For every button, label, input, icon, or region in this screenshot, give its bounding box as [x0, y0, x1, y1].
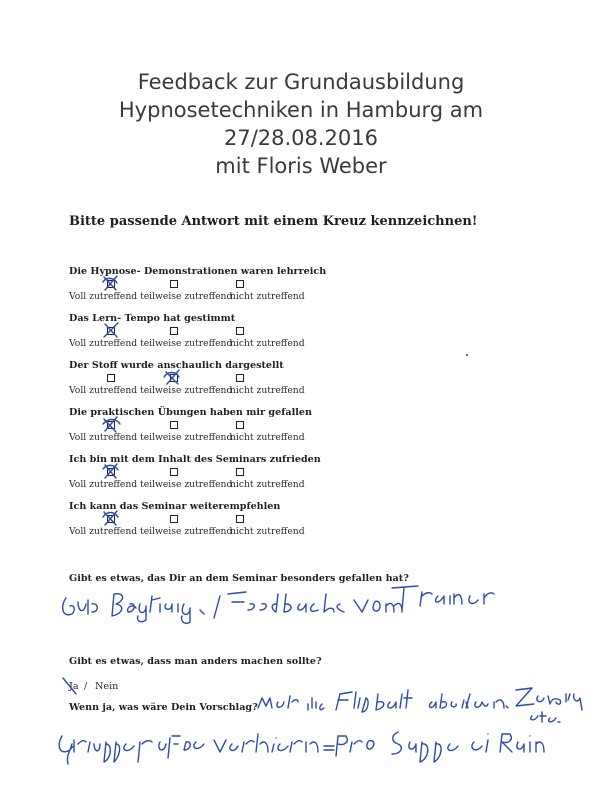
question-2-checkbox-none[interactable] — [236, 327, 244, 335]
question-6-text: Ich kann das Seminar weiterempfehlen — [69, 501, 281, 512]
question-1-option-partial: teilweise zutreffend — [140, 291, 233, 302]
handwritten-answer-liked — [63, 586, 494, 623]
question-3-option-full: Voll zutreffend — [69, 385, 138, 396]
suggestion-label: Wenn ja, was wäre Dein Vorschlag? — [69, 702, 258, 713]
question-5-text: Ich bin mit dem Inhalt des Seminars zufrieden — [69, 454, 321, 465]
no-option[interactable]: Nein — [95, 681, 119, 692]
question-2-text: Das Lern- Tempo hat gestimmt — [69, 313, 236, 324]
stray-dot — [466, 354, 468, 356]
question-3-checkbox-none[interactable] — [236, 374, 244, 382]
question-4-checkbox-partial[interactable] — [170, 421, 178, 429]
question-1-option-none: nicht zutreffend — [230, 291, 305, 302]
question-2-option-partial: teilweise zutreffend — [140, 338, 233, 349]
question-2-option-full: Voll zutreffend — [69, 338, 138, 349]
question-6-option-partial: teilweise zutreffend — [140, 526, 233, 537]
question-3-option-partial: teilweise zutreffend — [140, 385, 233, 396]
option-separator: / — [84, 681, 88, 692]
question-6-option-none: nicht zutreffend — [230, 526, 305, 537]
title-line-4: mit Floris Weber — [215, 154, 387, 178]
question-5-option-full: Voll zutreffend — [69, 479, 138, 490]
question-6-checkbox-partial[interactable] — [170, 515, 178, 523]
handwritten-answer-suggestion — [59, 688, 582, 764]
question-4-checkbox-full[interactable] — [107, 421, 115, 429]
instruction-text: Bitte passende Antwort mit einem Kreuz kennzeichnen! — [69, 214, 478, 229]
question-5-option-none: nicht zutreffend — [230, 479, 305, 490]
yes-option[interactable]: Ja — [69, 681, 79, 692]
liked-question-label: Gibt es etwas, das Dir an dem Seminar besonders gefallen hat? — [69, 573, 409, 584]
question-3-option-none: nicht zutreffend — [230, 385, 305, 396]
question-2-option-none: nicht zutreffend — [230, 338, 305, 349]
question-3-checkbox-partial[interactable] — [170, 374, 178, 382]
question-5-checkbox-full[interactable] — [107, 468, 115, 476]
title-line-3: 27/28.08.2016 — [223, 126, 379, 150]
question-5-checkbox-none[interactable] — [236, 468, 244, 476]
question-1-checkbox-full[interactable] — [107, 280, 115, 288]
question-6-option-full: Voll zutreffend — [69, 526, 138, 537]
question-3-text: Der Stoff wurde anschaulich dargestellt — [69, 360, 284, 371]
question-3-checkbox-full[interactable] — [107, 374, 115, 382]
question-4-option-full: Voll zutreffend — [69, 432, 138, 443]
change-question-label: Gibt es etwas, dass man anders machen sollte? — [69, 656, 322, 667]
question-1-option-full: Voll zutreffend — [69, 291, 138, 302]
question-2-checkbox-full[interactable] — [107, 327, 115, 335]
title-line-2: Hypnosetechniken in Hamburg am — [118, 98, 484, 122]
question-4-option-none: nicht zutreffend — [230, 432, 305, 443]
question-5-checkbox-partial[interactable] — [170, 468, 178, 476]
question-1-checkbox-none[interactable] — [236, 280, 244, 288]
question-4-checkbox-none[interactable] — [236, 421, 244, 429]
question-6-checkbox-full[interactable] — [107, 515, 115, 523]
title-line-1: Feedback zur Grundausbildung — [137, 70, 465, 94]
question-5-option-partial: teilweise zutreffend — [140, 479, 233, 490]
question-4-option-partial: teilweise zutreffend — [140, 432, 233, 443]
question-4-text: Die praktischen Übungen haben mir gefallen — [69, 407, 312, 418]
question-2-checkbox-partial[interactable] — [170, 327, 178, 335]
question-1-checkbox-partial[interactable] — [170, 280, 178, 288]
question-1-text: Die Hypnose- Demonstrationen waren lehrreich — [69, 266, 327, 277]
question-6-checkbox-none[interactable] — [236, 515, 244, 523]
